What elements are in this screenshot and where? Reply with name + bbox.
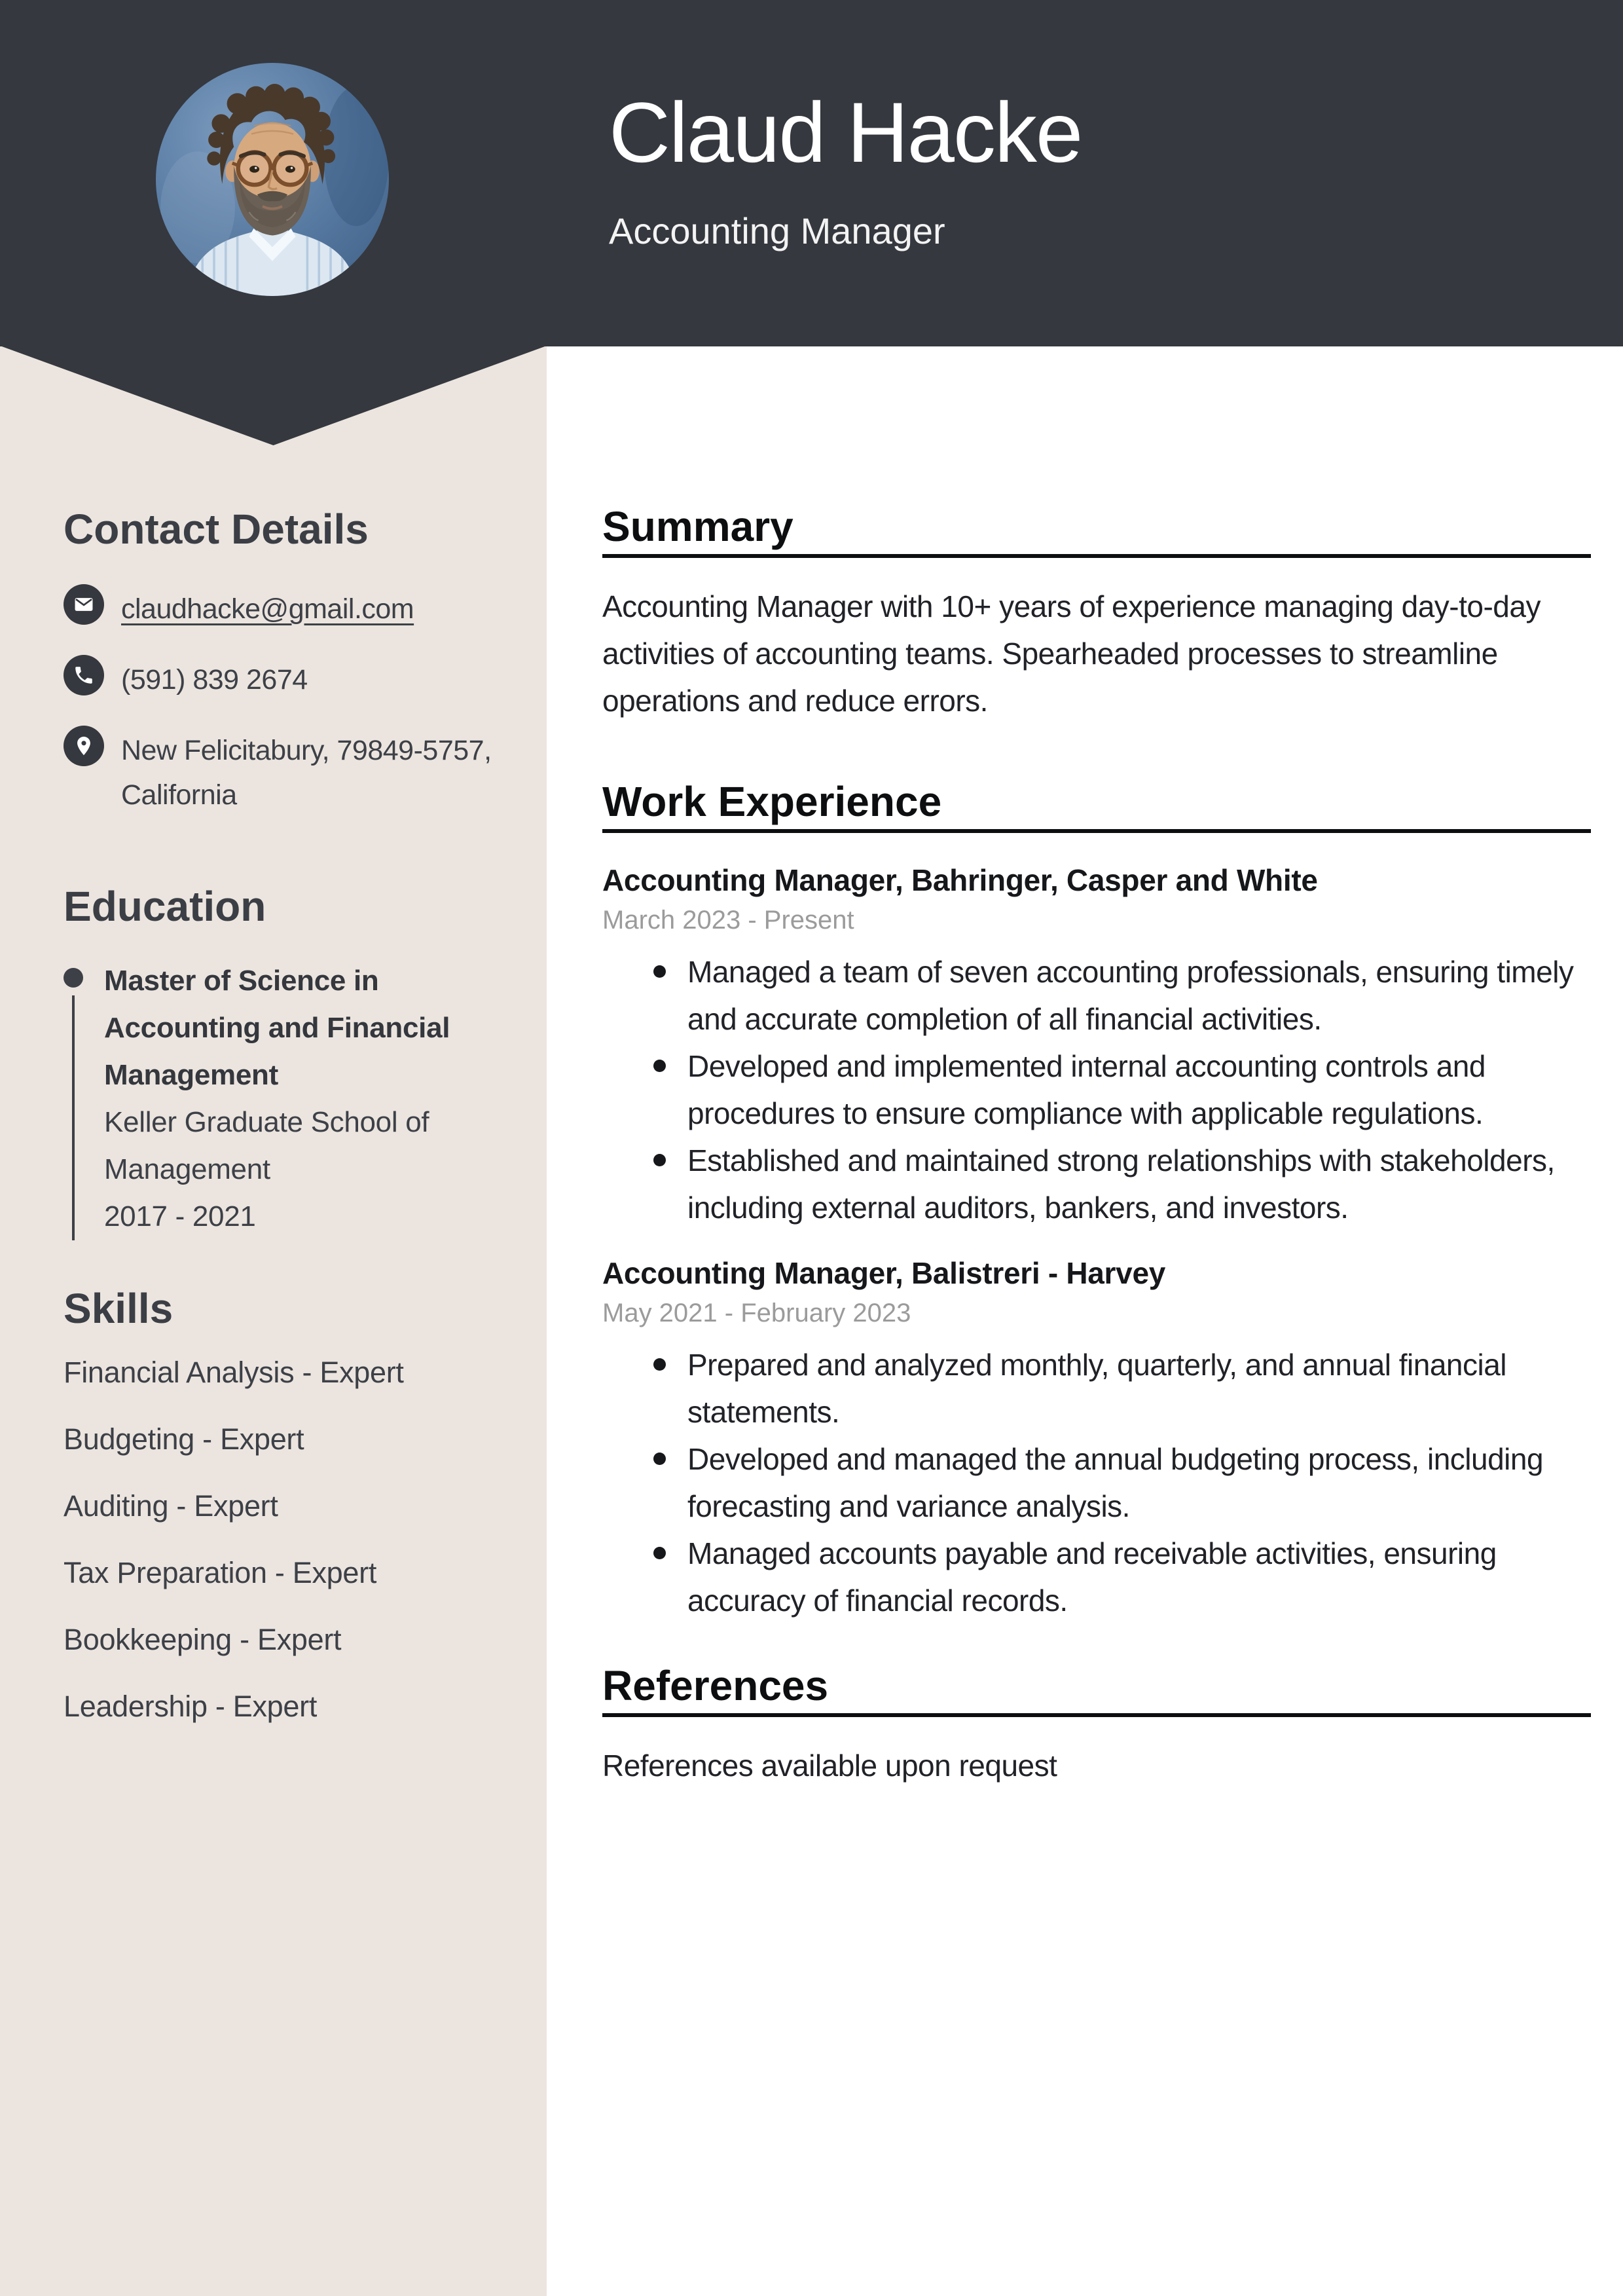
summary-heading: Summary (602, 503, 793, 550)
envelope-icon (64, 584, 104, 625)
skill-item: Bookkeeping - Expert (64, 1623, 342, 1656)
education-timeline (64, 957, 83, 1240)
contact-details-section (64, 508, 527, 817)
education-dates: 2017 - 2021 (104, 1200, 256, 1232)
skill-item: Auditing - Expert (64, 1489, 278, 1523)
job-bullet: Developed and managed the annual budgeting process, including forecasting and variance analysis. (602, 1435, 1591, 1530)
education-section (64, 885, 527, 1240)
timeline-dot-icon (64, 968, 83, 988)
job-dates: May 2021 - February 2023 (602, 1299, 911, 1327)
timeline-line (72, 995, 75, 1240)
job-bullet-list (602, 1341, 1591, 1624)
skill-item: Leadership - Expert (64, 1690, 318, 1723)
contact-phone-row (64, 655, 527, 702)
job-entry (602, 862, 1591, 1231)
references-heading: References (602, 1662, 829, 1709)
school-name: Keller Graduate School of Management (104, 1106, 429, 1185)
candidate-role: Accounting Manager (609, 210, 945, 251)
skills-list (64, 1356, 527, 1724)
references-text: References available upon request (602, 1749, 1057, 1783)
education-entry (64, 957, 527, 1240)
skills-heading: Skills (64, 1285, 173, 1332)
job-title: Accounting Manager, Balistreri - Harvey (602, 1256, 1166, 1290)
contact-list (64, 584, 527, 817)
summary-heading-rule (602, 503, 1591, 558)
job-bullet: Prepared and analyzed monthly, quarterly, and annual financial statements. (602, 1341, 1591, 1435)
skill-item: Financial Analysis - Expert (64, 1356, 404, 1389)
skill-item: Budgeting - Expert (64, 1422, 304, 1456)
education-details (104, 957, 527, 1240)
job-bullet: Managed accounts payable and receivable activities, ensuring accuracy of financial records. (602, 1530, 1591, 1624)
work-experience-heading: Work Experience (602, 778, 942, 825)
work-experience-section (602, 778, 1591, 1624)
contact-email-row (64, 584, 527, 631)
sidebar-content (0, 0, 547, 1724)
phone-number: (591) 839 2674 (121, 664, 308, 695)
education-heading: Education (64, 883, 266, 930)
job-title: Accounting Manager, Bahringer, Casper and White (602, 863, 1318, 897)
location-pin-icon (64, 726, 104, 766)
skills-section (64, 1287, 527, 1724)
candidate-name: Claud Hacke (609, 84, 1082, 180)
summary-text: Accounting Manager with 10+ years of experience managing day-to-day activities of accounting teams. Spearheaded processes to streamline operations and reduce errors. (602, 589, 1541, 718)
degree-name: Master of Science in Accounting and Financial Management (104, 965, 450, 1091)
phone-icon (64, 655, 104, 695)
work-experience-heading-rule (602, 778, 1591, 833)
job-entry (602, 1255, 1591, 1624)
job-bullet-list (602, 948, 1591, 1231)
job-bullet: Established and maintained strong relationships with stakeholders, including external auditors, bankers, and investors. (602, 1137, 1591, 1231)
references-section (602, 1662, 1591, 1789)
contact-details-heading: Contact Details (64, 506, 369, 553)
summary-section (602, 503, 1591, 724)
references-heading-rule (602, 1662, 1591, 1717)
email-link[interactable]: claudhacke@gmail.com (121, 593, 414, 625)
job-bullet: Managed a team of seven accounting professionals, ensuring timely and accurate completion of all financial activities. (602, 948, 1591, 1043)
job-dates: March 2023 - Present (602, 906, 854, 935)
main-content (602, 0, 1591, 1789)
skill-item: Tax Preparation - Expert (64, 1556, 377, 1589)
job-bullet: Developed and implemented internal accounting controls and procedures to ensure compliance with applicable regulations. (602, 1043, 1591, 1137)
contact-address-row (64, 726, 527, 817)
address-text: New Felicitabury, 79849-5757, California (121, 735, 492, 811)
